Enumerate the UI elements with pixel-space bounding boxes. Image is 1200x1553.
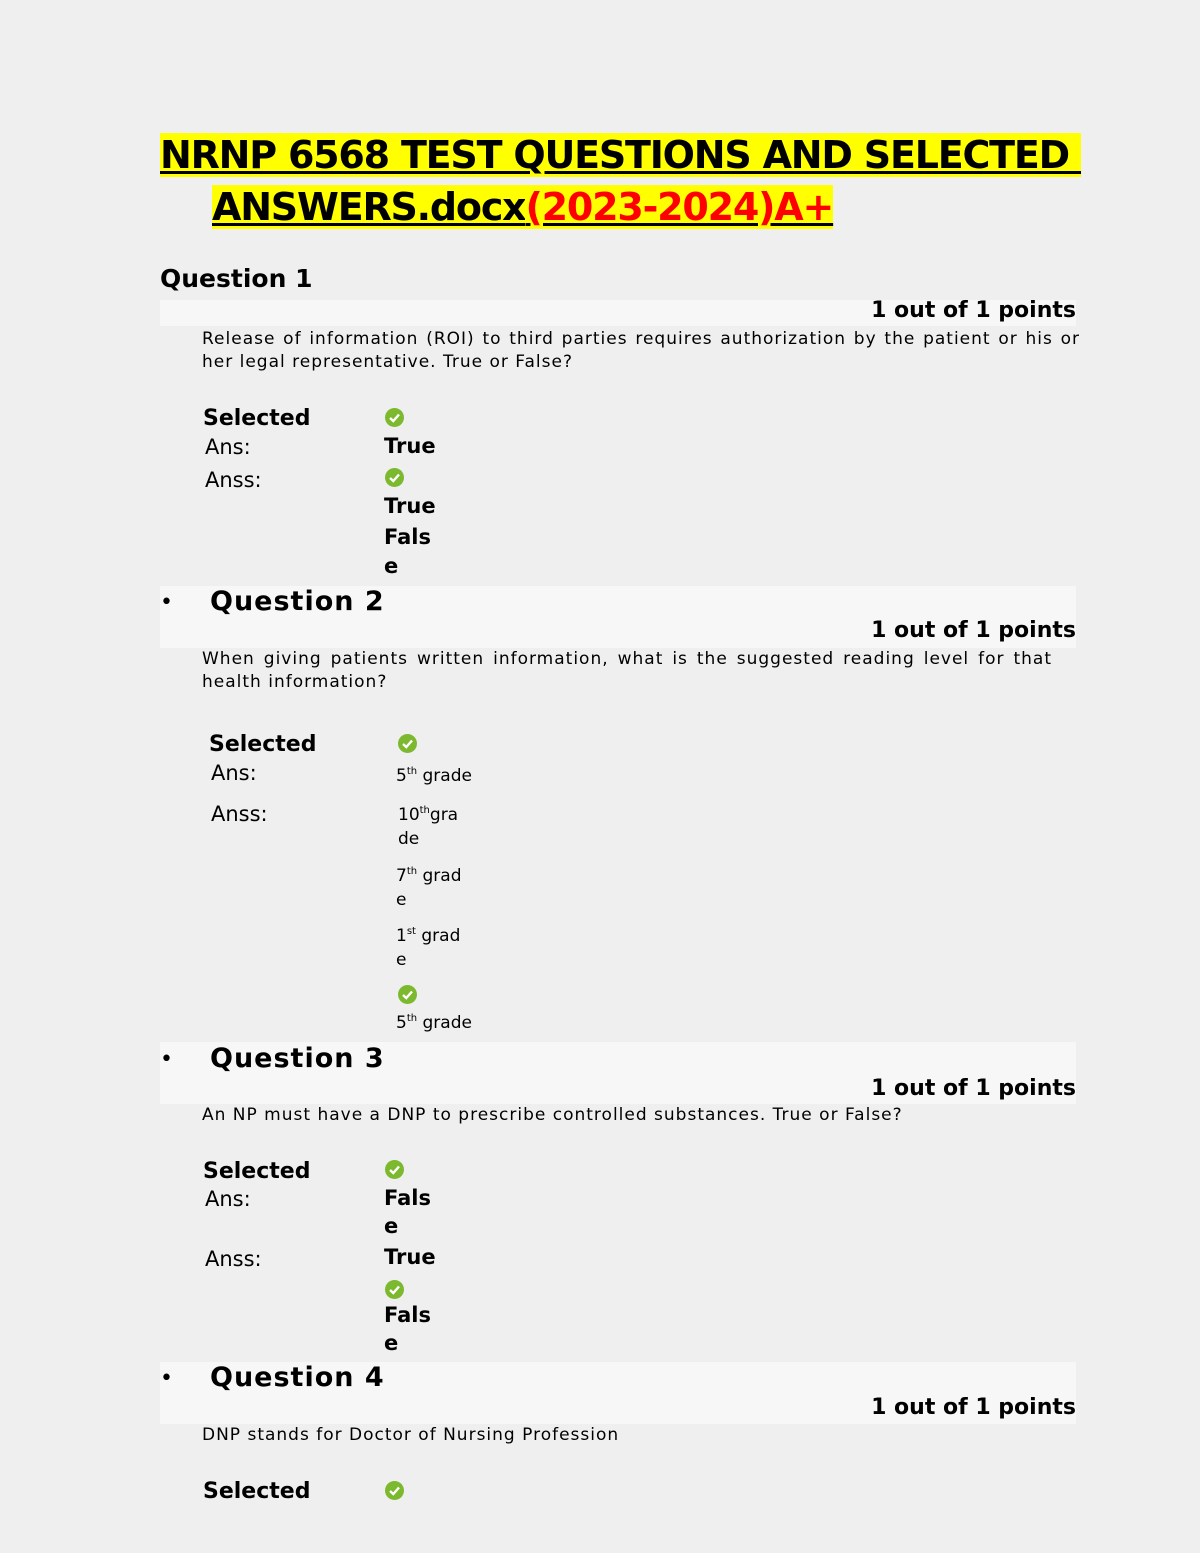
- selected-answer-label-2: Ans:: [211, 761, 257, 785]
- question-3-option: True: [384, 1245, 436, 1269]
- question-4-points: 1 out of 1 points: [871, 1395, 1076, 1420]
- bullet: •: [160, 1047, 173, 1072]
- question-1-label: Question 1: [160, 264, 313, 293]
- selected-answer-label: Selected: [203, 1159, 311, 1184]
- question-3-option: e: [384, 1331, 399, 1355]
- check-icon: [385, 1280, 404, 1299]
- selected-answer-label: Selected: [203, 406, 311, 431]
- check-icon: [385, 408, 404, 427]
- answers-label: Anss:: [211, 802, 268, 826]
- question-3-option: Fals: [384, 1303, 431, 1327]
- bullet: •: [160, 590, 173, 615]
- question-2-points: 1 out of 1 points: [871, 618, 1076, 643]
- bullet: •: [160, 1366, 173, 1391]
- question-2-option: 1st grad e: [396, 926, 461, 970]
- title-filename: ANSWERS.docx: [212, 185, 526, 229]
- question-1-option: e: [384, 554, 399, 578]
- selected-answer-label-2: Ans:: [205, 435, 251, 459]
- question-1-points: 1 out of 1 points: [871, 298, 1076, 323]
- answers-label: Anss:: [205, 1247, 262, 1271]
- question-1-text: Release of information (ROI) to third parties requires authorization by the patient or his or her legal representative. True or False?: [202, 329, 1080, 372]
- question-2-text: When giving patients written information, what is the suggested reading level for that health information?: [202, 649, 1052, 692]
- check-icon: [398, 985, 417, 1004]
- question-3-label: Question 3: [210, 1043, 385, 1074]
- answers-label: Anss:: [205, 468, 262, 492]
- check-icon: [385, 1481, 404, 1500]
- question-3-selected: e: [384, 1214, 399, 1238]
- question-4-label: Question 4: [210, 1362, 385, 1393]
- question-3-text: An NP must have a DNP to prescribe controlled substances. True or False?: [202, 1105, 903, 1125]
- question-2-label: Question 2: [210, 586, 385, 617]
- check-icon: [385, 468, 404, 487]
- title-year: (2023-2024)A+: [525, 185, 834, 229]
- question-2-option: 7th grad e: [396, 866, 462, 910]
- selected-answer-label-2: Ans:: [205, 1187, 251, 1211]
- question-2-option: 10thgra de: [398, 805, 459, 849]
- check-icon: [385, 1160, 404, 1179]
- question-3-selected: Fals: [384, 1186, 431, 1210]
- selected-answer-label: Selected: [209, 732, 317, 757]
- question-1-option: True: [384, 494, 436, 518]
- question-1-option: Fals: [384, 525, 431, 549]
- document-title-line1: NRNP 6568 TEST QUESTIONS AND SELECTED: [160, 130, 1081, 180]
- selected-answer-label: Selected: [203, 1479, 311, 1504]
- check-icon: [398, 734, 417, 753]
- question-4-text: DNP stands for Doctor of Nursing Profession: [202, 1425, 620, 1445]
- question-3-points: 1 out of 1 points: [871, 1076, 1076, 1101]
- question-2-selected: 5th grade: [396, 766, 472, 786]
- question-1-selected: True: [384, 434, 436, 458]
- question-2-option: 5th grade: [396, 1013, 472, 1033]
- document-title-line2: [212, 182, 833, 232]
